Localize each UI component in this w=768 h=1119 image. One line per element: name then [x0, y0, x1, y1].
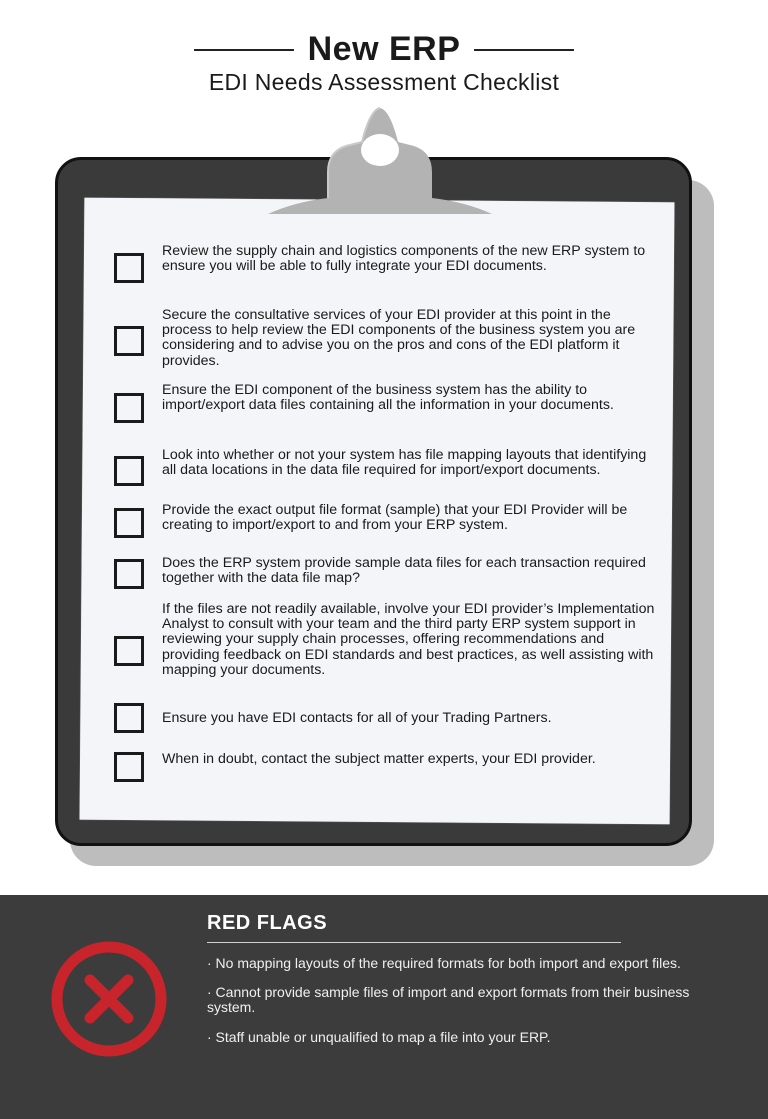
red-flags-divider: [207, 942, 621, 943]
checklist-item-text: Look into whether or not your system has file mapping layouts that identifying all data locations in the data file required for import/export documents.: [162, 447, 647, 479]
red-flag-item: · No mapping layouts of the required formats for both import and export files.: [207, 955, 681, 971]
checkbox-icon[interactable]: [114, 508, 144, 538]
checklist-item-text: Secure the consultative services of your EDI provider at this point in the process to help review the EDI components of the business system you are considering and to advise you on the pros and cons of the EDI platform it provides.: [162, 307, 636, 369]
checklist-item[interactable]: [114, 243, 674, 283]
clipboard-clip-icon: [266, 102, 494, 214]
checklist-item[interactable]: [114, 601, 674, 678]
checklist-item[interactable]: [114, 307, 674, 369]
checkbox-icon[interactable]: [114, 326, 144, 356]
page-subtitle: EDI Needs Assessment Checklist: [208, 69, 560, 95]
red-flags-title: RED FLAGS: [207, 912, 328, 934]
checkbox-icon[interactable]: [114, 636, 144, 666]
checklist-item-text: When in doubt, contact the subject matter experts, your EDI provider.: [162, 751, 596, 767]
title-rule-right: [474, 49, 574, 51]
page-title: New ERP: [307, 30, 461, 68]
checklist-item[interactable]: [114, 703, 674, 733]
title-row: [0, 30, 768, 69]
title-rule-left: [194, 49, 294, 51]
checklist-item-text: Does the ERP system provide sample data files for each transaction required together with the data file map?: [162, 555, 646, 587]
checklist-item-text: If the files are not readily available, involve your EDI provider’s Implementation Analyst to consult with your team and the third party ERP system support in reviewing your supply chain processes, offering recommendations and providing feedback on EDI standards and best practices, as well assisting with mapping your documents.: [162, 601, 655, 678]
checklist-item-text: Provide the exact output file format (sample) that your EDI Provider will be creating to import/export to and from your ERP system.: [162, 502, 628, 534]
checkbox-icon[interactable]: [114, 393, 144, 423]
checkbox-icon[interactable]: [114, 703, 144, 733]
x-circle-icon: [50, 940, 168, 1058]
checklist-item-text: Ensure you have EDI contacts for all of your Trading Partners.: [162, 710, 552, 726]
checkbox-icon[interactable]: [114, 456, 144, 486]
red-flag-item: · Cannot provide sample files of import and export formats from their business system.: [207, 984, 690, 1015]
checkbox-icon[interactable]: [114, 253, 144, 283]
checklist-item-text: Review the supply chain and logistics components of the new ERP system to ensure you will be able to fully integrate your EDI documents.: [162, 243, 646, 275]
checklist-item[interactable]: [114, 382, 674, 423]
checklist-item[interactable]: [114, 447, 674, 486]
checklist-item[interactable]: [114, 752, 674, 782]
checkbox-icon[interactable]: [114, 752, 144, 782]
checklist-item[interactable]: [114, 555, 674, 589]
header: [0, 30, 768, 96]
red-flags-panel: [0, 895, 768, 1119]
checkbox-icon[interactable]: [114, 559, 144, 589]
red-flag-item: · Staff unable or unqualified to map a file into your ERP.: [207, 1029, 551, 1045]
checklist-item[interactable]: [114, 502, 674, 538]
checklist-item-text: Ensure the EDI component of the business system has the ability to import/export data files containing all the information in your documents.: [162, 382, 614, 414]
